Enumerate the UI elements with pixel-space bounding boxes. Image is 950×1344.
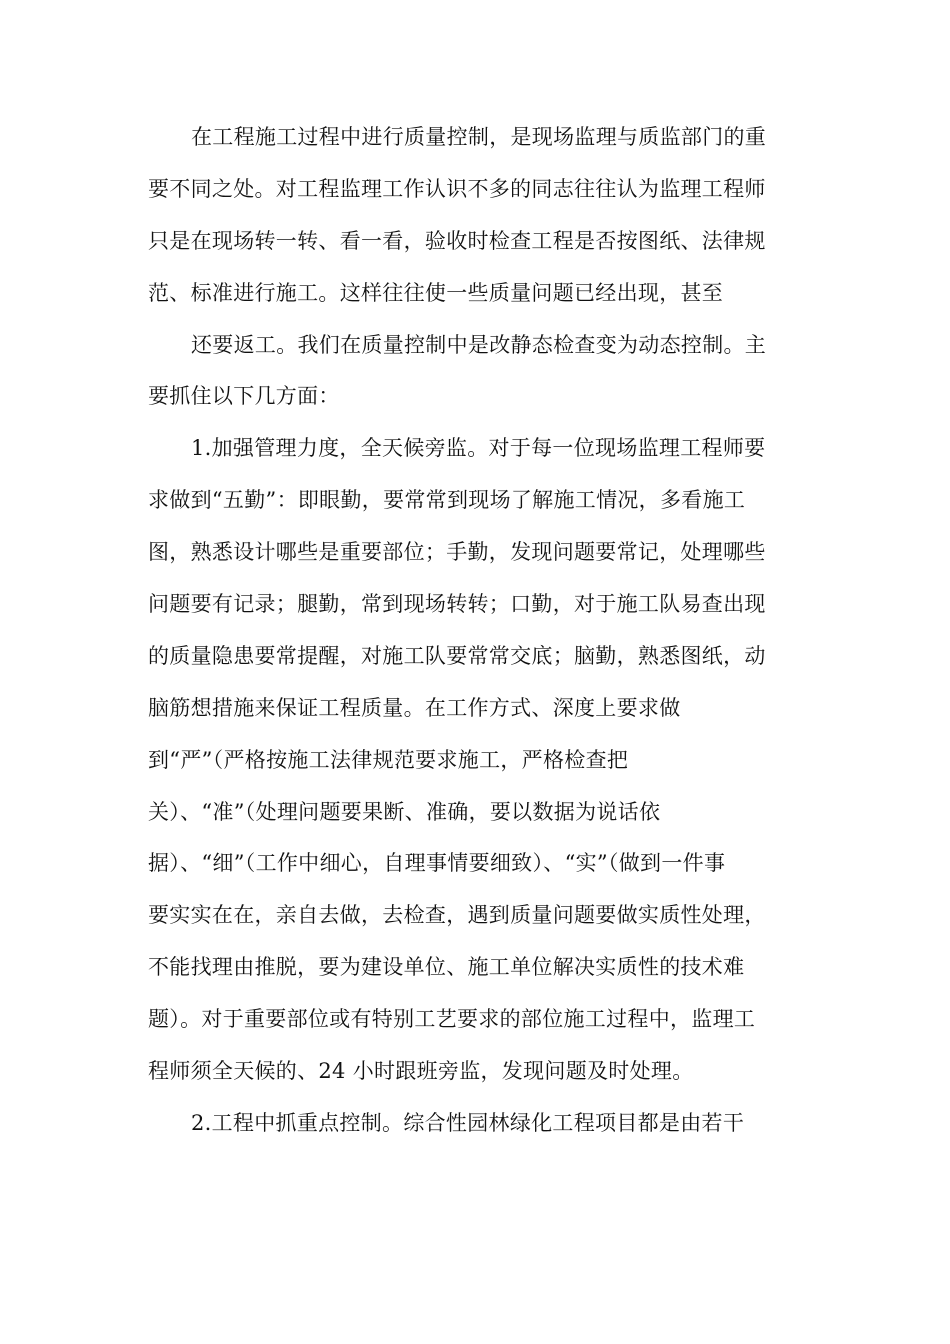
text-line: 在工程施工过程中进行质量控制，是现场监理与质监部门的重 xyxy=(191,125,767,149)
text-line: 关）、“准”（处理问题要果断、准确，要以数据为说话依 xyxy=(148,799,661,824)
text-line: 不能找理由推脱，要为建设单位、施工单位解决实质性的技术难 xyxy=(148,955,745,980)
text-line: 到“严”（严格按施工法律规范要求施工，严格检查把 xyxy=(148,747,629,772)
text-line: 范、标准进行施工。这样往往使一些质量问题已经出现，甚至 xyxy=(148,280,724,305)
text-line: 题）。对于重要部位或有特别工艺要求的部位施工过程中，监理工 xyxy=(148,1007,756,1032)
text-line: 2.工程中抓重点控制。综合性园林绿化工程项目都是由若干 xyxy=(191,1110,745,1135)
text-line: 求做到“五勤”：即眼勤，要常常到现场了解施工情况，多看施工 xyxy=(148,488,746,513)
text-line: 要抓住以下几方面： xyxy=(148,384,340,409)
text-line: 只是在现场转一转、看一看，验收时检查工程是否按图纸、法律规 xyxy=(148,228,766,253)
text-line: 据）、“细”（工作中细心，自理事情要细致）、“实”（做到一件事 xyxy=(148,851,726,876)
body-text xyxy=(148,112,808,1150)
text-line: 要实实在在，亲自去做，去检查，遇到质量问题要做实质性处理， xyxy=(148,903,766,928)
text-line: 还要返工。我们在质量控制中是改静态检查变为动态控制。主 xyxy=(191,332,767,357)
text-line: 脑筋想措施来保证工程质量。在工作方式、深度上要求做 xyxy=(148,695,681,720)
text-line: 的质量隐患要常提醒，对施工队要常常交底；脑勤，熟悉图纸，动 xyxy=(148,643,766,668)
text-line: 1.加强管理力度，全天候旁监。对于每一位现场监理工程师要 xyxy=(191,436,766,461)
text-line: 图，熟悉设计哪些是重要部位；手勤，发现问题要常记，处理哪些 xyxy=(148,540,766,565)
text-line: 问题要有记录；腿勤，常到现场转转；口勤，对于施工队易查出现 xyxy=(148,592,766,617)
text-line: 程师须全天候的、24 小时跟班旁监，发现问题及时处理。 xyxy=(148,1059,694,1084)
text-line: 要不同之处。对工程监理工作认识不多的同志往往认为监理工程师 xyxy=(148,176,766,201)
